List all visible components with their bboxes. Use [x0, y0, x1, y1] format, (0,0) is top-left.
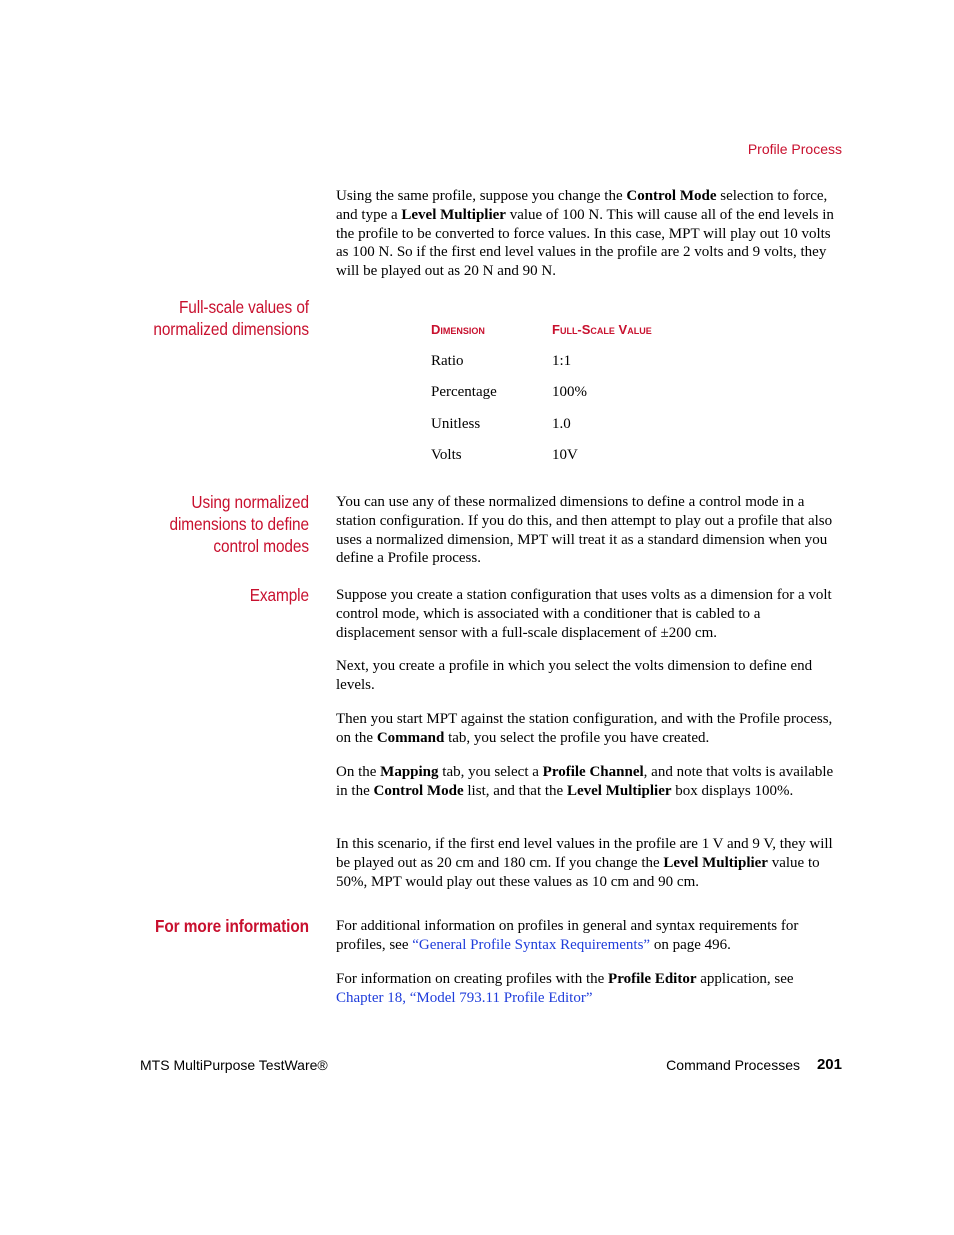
example-heading: Example	[249, 585, 309, 605]
footer-chapter: Command Processes	[666, 1057, 800, 1073]
more-info-paragraph-2: For information on creating profiles with the Profile Editor application, see Chapter 18, “Model 793.11 Profile Editor”	[336, 971, 794, 1006]
table-cell-dimension: Percentage	[431, 384, 497, 400]
using-normalized-heading: Using normalized dimensions to define control modes	[169, 492, 309, 556]
table-header-value: Full-Scale Value	[552, 322, 652, 337]
using-normalized-paragraph: You can use any of these normalized dimensions to define a control mode in a station configuration. If you do this, and then attempt to play out a profile that also uses a normalized dimension, MPT will treat it as a standard dimension when you define a Profile process.	[336, 494, 833, 567]
fullscale-heading: Full-scale values of normalized dimensions	[153, 297, 309, 339]
example-paragraph-5: In this scenario, if the first end level values in the profile are 1 V and 9 V, they will be played out as 20 cm and 180 cm. If you change the Level Multiplier value to 50%, MPT would play out these values as 10 cm and 90 cm.	[336, 836, 833, 890]
footer-product: MTS MultiPurpose TestWare®	[140, 1057, 328, 1073]
example-paragraph-3: Then you start MPT against the station configuration, and with the Profile process, on the Command tab, you select the profile you have created.	[336, 711, 833, 746]
table-cell-value: 10V	[552, 447, 578, 463]
more-info-paragraph-1: For additional information on profiles in general and syntax requirements for profiles, see “General Profile Syntax Requirements” on page 496.	[336, 918, 799, 953]
table-cell-dimension: Volts	[431, 447, 462, 463]
page-number: 201	[816, 1056, 842, 1073]
profile-editor-chapter-link[interactable]: Chapter 18, “Model 793.11 Profile Editor”	[336, 989, 593, 1006]
table-cell-value: 100%	[552, 384, 587, 400]
table-cell-dimension: Unitless	[431, 416, 481, 432]
table-cell-dimension: Ratio	[431, 353, 464, 369]
more-info-heading: For more information	[155, 916, 309, 936]
intro-paragraph: Using the same profile, suppose you change the Control Mode selection to force, and type a Level Multiplier value of 100 N. This will cause all of the end levels in the profile to be converted to force values. In this case, MPT will play out 10 volts as 100 N. So if the first end level values in the profile are 2 volts and 9 volts, they will be played out as 20 N and 90 N.	[336, 188, 834, 280]
table-cell-value: 1:1	[552, 353, 572, 369]
table-header-dimension: Dimension	[431, 322, 485, 337]
running-header: Profile Process	[747, 141, 842, 157]
syntax-requirements-link[interactable]: “General Profile Syntax Requirements”	[412, 936, 651, 953]
table-cell-value: 1.0	[552, 416, 571, 432]
example-paragraph-4: On the Mapping tab, you select a Profile Channel, and note that volts is available in the Control Mode list, and that the Level Multiplier box displays 100%.	[336, 764, 834, 799]
example-paragraph-1: Suppose you create a station configuration that uses volts as a dimension for a volt control mode, which is associated with a conditioner that is cabled to a displacement sensor with a full-scale displacement of ±200 cm.	[336, 587, 832, 641]
example-paragraph-2: Next, you create a profile in which you select the volts dimension to define end levels.	[336, 658, 813, 693]
